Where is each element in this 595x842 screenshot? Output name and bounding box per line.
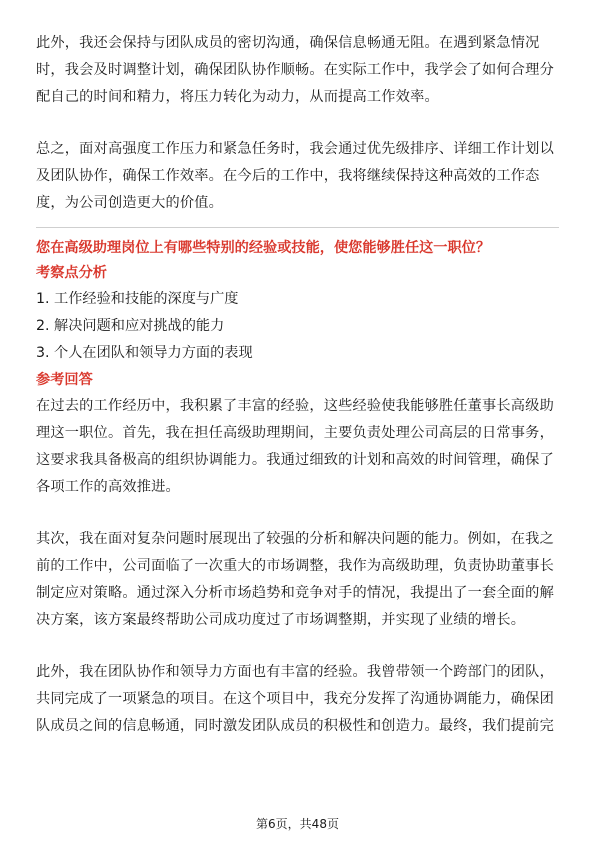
paragraph-gap (36, 634, 559, 659)
answer-paragraph: 其次，我在面对复杂问题时展现出了较强的分析和解决问题的能力。例如，在我之前的工作中，公司面临了一次重大的市场调整，我作为高级助理，负责协助董事长制定应对策略。通过深入分析市场趋势和竞争对手的情况，我提出了一套全面的解决方案，该方案最终帮助公司成功度过了市场调整期，并实现了业绩的增长。 (36, 531, 554, 628)
intro-paragraph: 此外，我还会保持与团队成员的密切沟通，确保信息畅通无阻。在遇到紧急情况时，我会及时调整计划，确保团队协作顺畅。在实际工作中，我学会了如何合理分配自己的时间和精力，将压力转化为动力，从而提高工作效率。 (36, 35, 554, 105)
document-page (36, 30, 559, 740)
answer-paragraph: 在过去的工作经历中，我积累了丰富的经验，这些经验使我能够胜任董事长高级助理这一职位。首先，我在担任高级助理期间，主要负责处理公司高层的日常事务，这要求我具备极高的组织协调能力。我通过细致的计划和高效的时间管理，确保了各项工作的高效推进。 (36, 398, 554, 495)
interview-question: 您在高级助理岗位上有哪些特别的经验或技能，使您能够胜任这一职位？ (36, 240, 491, 256)
analysis-point: 1. 工作经验和技能的深度与广度 (36, 291, 239, 307)
section-divider (36, 227, 559, 228)
page-number: 第6页，共48页 (256, 817, 339, 831)
paragraph-gap (36, 111, 559, 136)
intro-paragraph: 总之，面对高强度工作压力和紧急任务时，我会通过优先级排序、详细工作计划以及团队协作，确保工作效率。在今后的工作中，我将继续保持这种高效的工作态度，为公司创造更大的价值。 (36, 141, 554, 211)
analysis-heading: 考察点分析 (36, 265, 107, 281)
analysis-point: 3. 个人在团队和领导力方面的表现 (36, 345, 253, 361)
analysis-point: 2. 解决问题和应对挑战的能力 (36, 318, 225, 334)
paragraph-gap (36, 501, 559, 526)
answer-paragraph: 此外，我在团队协作和领导力方面也有丰富的经验。我曾带领一个跨部门的团队，共同完成了一项紧急的项目。在这个项目中，我充分发挥了沟通协调能力，确保团队成员之间的信息畅通，同时激发团队成员的积极性和创造力。最终，我们提前完 (36, 664, 554, 734)
answer-heading: 参考回答 (36, 372, 93, 388)
